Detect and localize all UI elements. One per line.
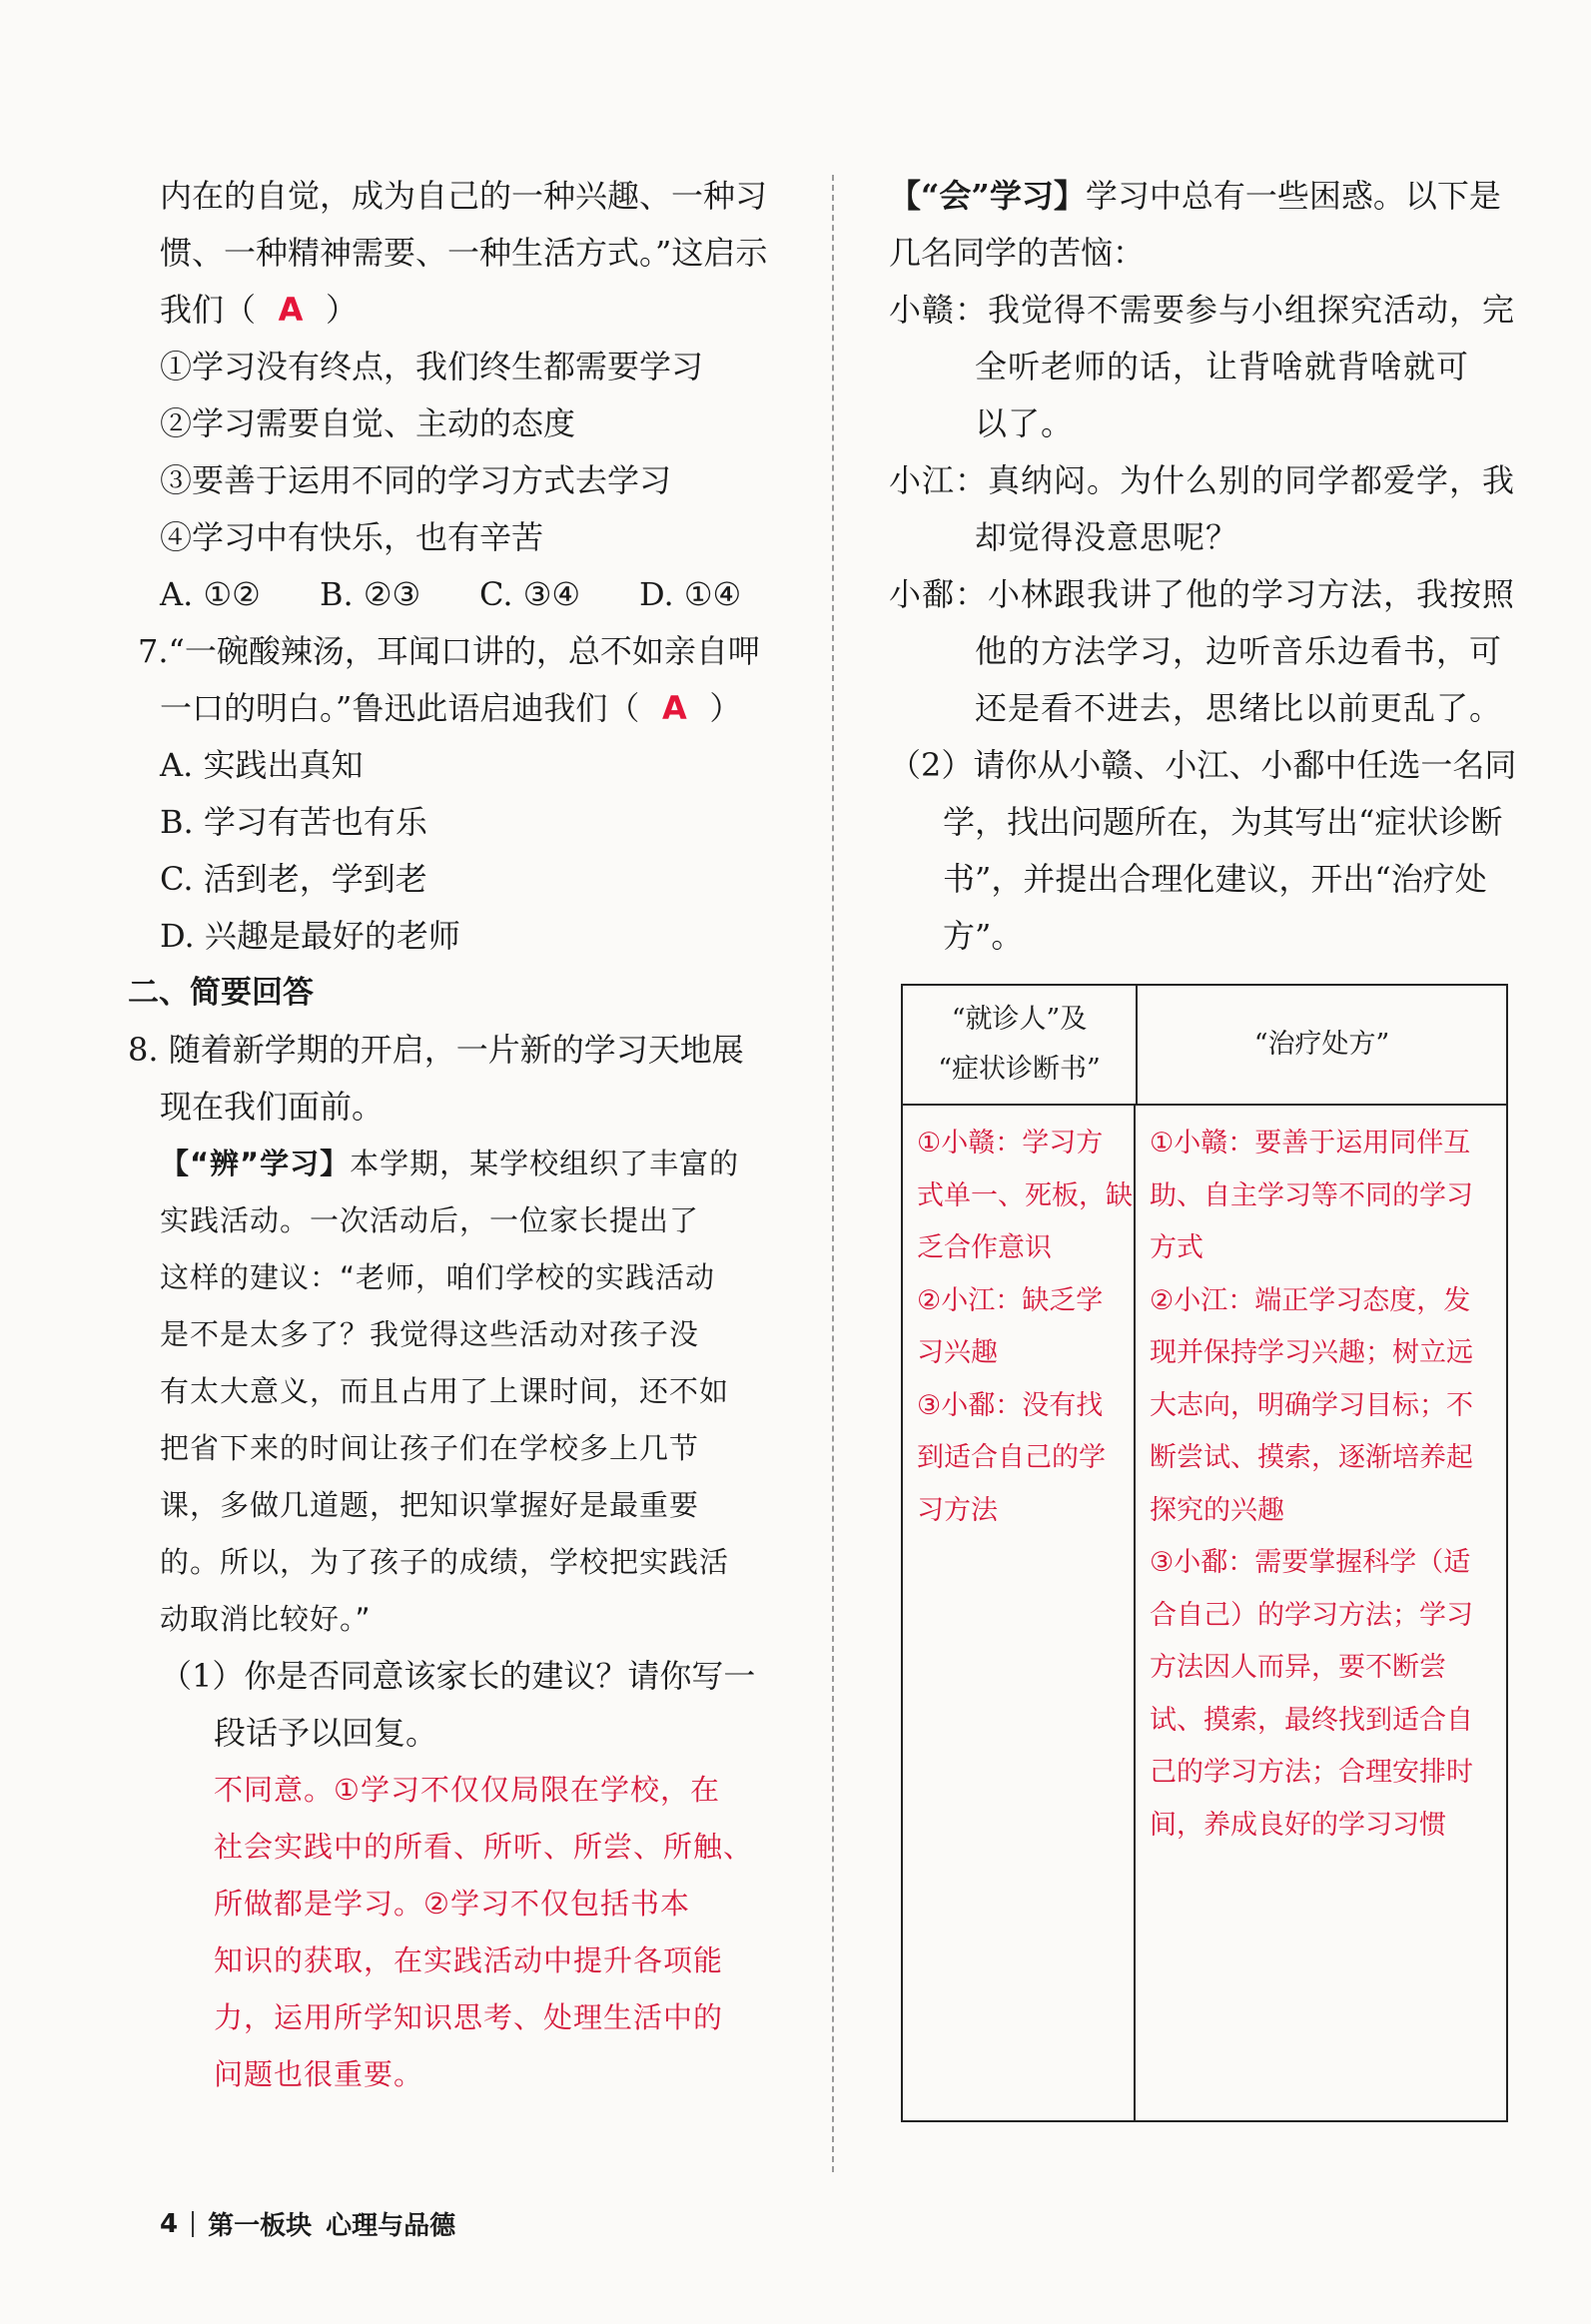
sub2-line: （2）请你从小赣、小江、小鄱中任选一名同: [889, 746, 1517, 784]
bian-line: 是不是太多了？我觉得这些活动对孩子没: [160, 1317, 700, 1351]
table-cell-diagnosis: [903, 1106, 1136, 2120]
student-name: 小江：: [889, 461, 989, 499]
q7-prompt-pre: 一口的明白。”鲁迅此语启迪我们（: [160, 689, 640, 727]
prescription-line: 方式: [1150, 1232, 1203, 1263]
q8-line: 现在我们面前。: [160, 1088, 385, 1126]
student-line: [889, 452, 1516, 509]
q6-text-line: 内在的自觉，成为自己的一种兴趣、一种习: [160, 177, 768, 215]
diagnosis-line: 式单一、死板，缺: [917, 1179, 1133, 1211]
sub1-answer-line: 知识的获取，在实践活动中提升各项能: [214, 1943, 724, 1977]
bian-label: 【“辨”学习】: [160, 1147, 351, 1180]
bian-line: 实践活动。一次活动后，一位家长提出了: [160, 1203, 700, 1237]
bian-line: 这样的建议：“老师，咱们学校的实践活动: [160, 1260, 716, 1294]
q7-option-d: D. 兴趣是最好的老师: [160, 917, 460, 955]
student-text: 真纳闷。为什么别的同学都爱学，我: [988, 461, 1516, 499]
hui-first-line: [889, 168, 1503, 225]
q6-text-line: 惯、一种精神需要、一种生活方式。”这启示: [160, 234, 768, 272]
q6-option-a: A. ①②: [160, 575, 261, 613]
header-text: “就诊人”及: [951, 1004, 1088, 1035]
prescription-line: 助、自主学习等不同的学习: [1150, 1179, 1473, 1211]
q6-statement: ④学习中有快乐，也有辛苦: [160, 518, 544, 556]
student-line: [889, 282, 1516, 339]
footer-section: 第一板块: [208, 2211, 313, 2241]
q7-prompt-post: ）: [709, 689, 742, 727]
student-text: 全听老师的话，让背啥就背啥就可: [975, 348, 1470, 386]
diagnosis-line: ②小江：缺乏学: [917, 1284, 1104, 1316]
q7-option-a: A. 实践出真知: [160, 746, 364, 784]
prescription-line: 试、摸索，最终找到适合自: [1150, 1704, 1473, 1736]
diagnosis-line: 乏合作意识: [917, 1232, 1052, 1263]
sub2-line: 方”。: [943, 917, 1024, 955]
diagnosis-line: ③小鄱：没有找: [917, 1389, 1104, 1421]
student-text: 却觉得没意思呢？: [975, 518, 1239, 556]
prescription-line: 现并保持学习兴趣；树立远: [1150, 1337, 1473, 1368]
q6-statement: ③要善于运用不同的学习方式去学习: [160, 461, 672, 499]
student-text: 还是看不进去，思绪比以前更乱了。: [975, 689, 1503, 727]
sub2-line: 书”，并提出合理化建议，开出“治疗处: [943, 860, 1487, 898]
table-body: [903, 1106, 1506, 2120]
sub1-line: （1）你是否同意该家长的建议？请你写一: [160, 1657, 756, 1695]
footer-subject: 心理与品德: [326, 2211, 456, 2241]
bian-first-line: [160, 1136, 819, 1192]
prescription-line: 己的学习方法；合理安排时: [1150, 1757, 1473, 1788]
hui-second-line: 几名同学的苦恼：: [889, 234, 1146, 272]
bian-line: 课，多做几道题，把知识掌握好是最重要: [160, 1488, 700, 1522]
diagnosis-line: ①小赣：学习方: [917, 1128, 1104, 1159]
hui-label: 【“会”学习】: [889, 177, 1086, 215]
bian-line: 动取消比较好。”: [160, 1602, 372, 1636]
right-column: [889, 168, 1517, 965]
student-block-xiaojiang: [889, 452, 1516, 566]
q6-answer: A: [278, 291, 304, 329]
page-number: 4: [160, 2208, 179, 2239]
sub1-line: 段话予以回复。: [214, 1714, 438, 1752]
q7-answer: A: [661, 689, 687, 727]
diagnosis-line: 习兴趣: [917, 1337, 998, 1368]
bian-first-text: 本学期，某学校组织了丰富的: [350, 1147, 740, 1180]
header-text: “治疗处方”: [1253, 1029, 1390, 1060]
sub2-line: 学，找出问题所在，为其写出“症状诊断: [943, 803, 1503, 841]
prescription-line: ①小赣：要善于运用同伴互: [1150, 1128, 1471, 1159]
student-name: 小赣：: [889, 291, 989, 329]
table-cell-prescription: [1136, 1106, 1506, 2120]
q7-option-b: B. 学习有苦也有乐: [160, 803, 427, 841]
prescription-line: 方法因人而异，要不断尝: [1150, 1652, 1446, 1683]
table-header-patient: [903, 986, 1138, 1104]
q6-option-b: B. ②③: [320, 575, 421, 613]
student-name: 小鄱：: [889, 575, 989, 613]
q6-statement: ②学习需要自觉、主动的态度: [160, 404, 576, 442]
prescription-line: ②小江：端正学习态度，发: [1150, 1284, 1471, 1316]
prescription-line: 探究的兴趣: [1150, 1494, 1284, 1526]
diagnosis-line: 到适合自己的学: [917, 1442, 1106, 1473]
bian-line: 把省下来的时间让孩子们在学校多上几节: [160, 1431, 700, 1465]
student-text: 以了。: [975, 404, 1075, 442]
header-text: “症状诊断书”: [938, 1054, 1101, 1085]
student-text: 小林跟我讲了他的学习方法，我按照: [988, 575, 1516, 613]
diagnosis-table: [901, 984, 1508, 2122]
footer-separator: [192, 2211, 194, 2237]
left-column: [128, 168, 819, 2103]
q6-prompt-post: ）: [326, 291, 359, 329]
sub1-answer-line: 社会实践中的所看、所听、所尝、所触、: [214, 1830, 754, 1864]
sub1-answer-line: 所做都是学习。②学习不仅包括书本: [214, 1887, 690, 1921]
prescription-line: 断尝试、摸索，逐渐培养起: [1150, 1442, 1473, 1473]
student-block-xiaogan: [889, 282, 1516, 452]
sub1-answer-line: 力，运用所学知识思考、处理生活中的: [214, 2000, 724, 2034]
table-header-prescription: [1138, 986, 1506, 1104]
bian-line: 有太大意义，而且占用了上课时间，还不如: [160, 1374, 730, 1408]
prescription-line: 合自己）的学习方法；学习: [1150, 1599, 1473, 1631]
student-line: [889, 566, 1516, 623]
q6-statement: ①学习没有终点，我们终生都需要学习: [160, 348, 704, 386]
student-block-xiaopo: [889, 566, 1516, 737]
prescription-line: 大志向，明确学习目标；不: [1150, 1389, 1473, 1421]
hui-first-text: 学习中总有一些困惑。以下是: [1085, 177, 1501, 215]
q8-line: 8. 随着新学期的开启，一片新的学习天地展: [128, 1031, 744, 1069]
prescription-line: 间，养成良好的学习习惯: [1150, 1809, 1446, 1841]
q7-line1: 7.“一碗酸辣汤，耳闻口讲的，总不如亲自呷: [138, 632, 760, 670]
q7-line2: [160, 680, 819, 737]
q6-prompt-pre: 我们（: [160, 291, 257, 329]
diagnosis-line: 习方法: [917, 1494, 998, 1526]
bian-line: 的。所以，为了孩子的成绩，学校把实践活: [160, 1545, 730, 1579]
q6-options: [160, 566, 819, 623]
q6-prompt: [160, 282, 819, 339]
student-text: 他的方法学习，边听音乐边看书，可: [975, 632, 1503, 670]
q6-option-c: C. ③④: [479, 575, 581, 613]
q7-option-c: C. 活到老，学到老: [160, 860, 427, 898]
table-header: [903, 986, 1506, 1106]
q6-option-d: D. ①④: [639, 575, 742, 613]
prescription-line: ③小鄱：需要掌握科学（适: [1150, 1547, 1471, 1578]
student-text: 我觉得不需要参与小组探究活动，完: [988, 291, 1516, 329]
sub1-answer-line: 问题也很重要。: [214, 2057, 424, 2091]
section-title: 二、简要回答: [128, 975, 314, 1011]
column-divider: [832, 175, 834, 2172]
page-footer: [160, 2205, 455, 2242]
sub1-answer-line: 不同意。①学习不仅仅局限在学校，在: [214, 1773, 720, 1807]
